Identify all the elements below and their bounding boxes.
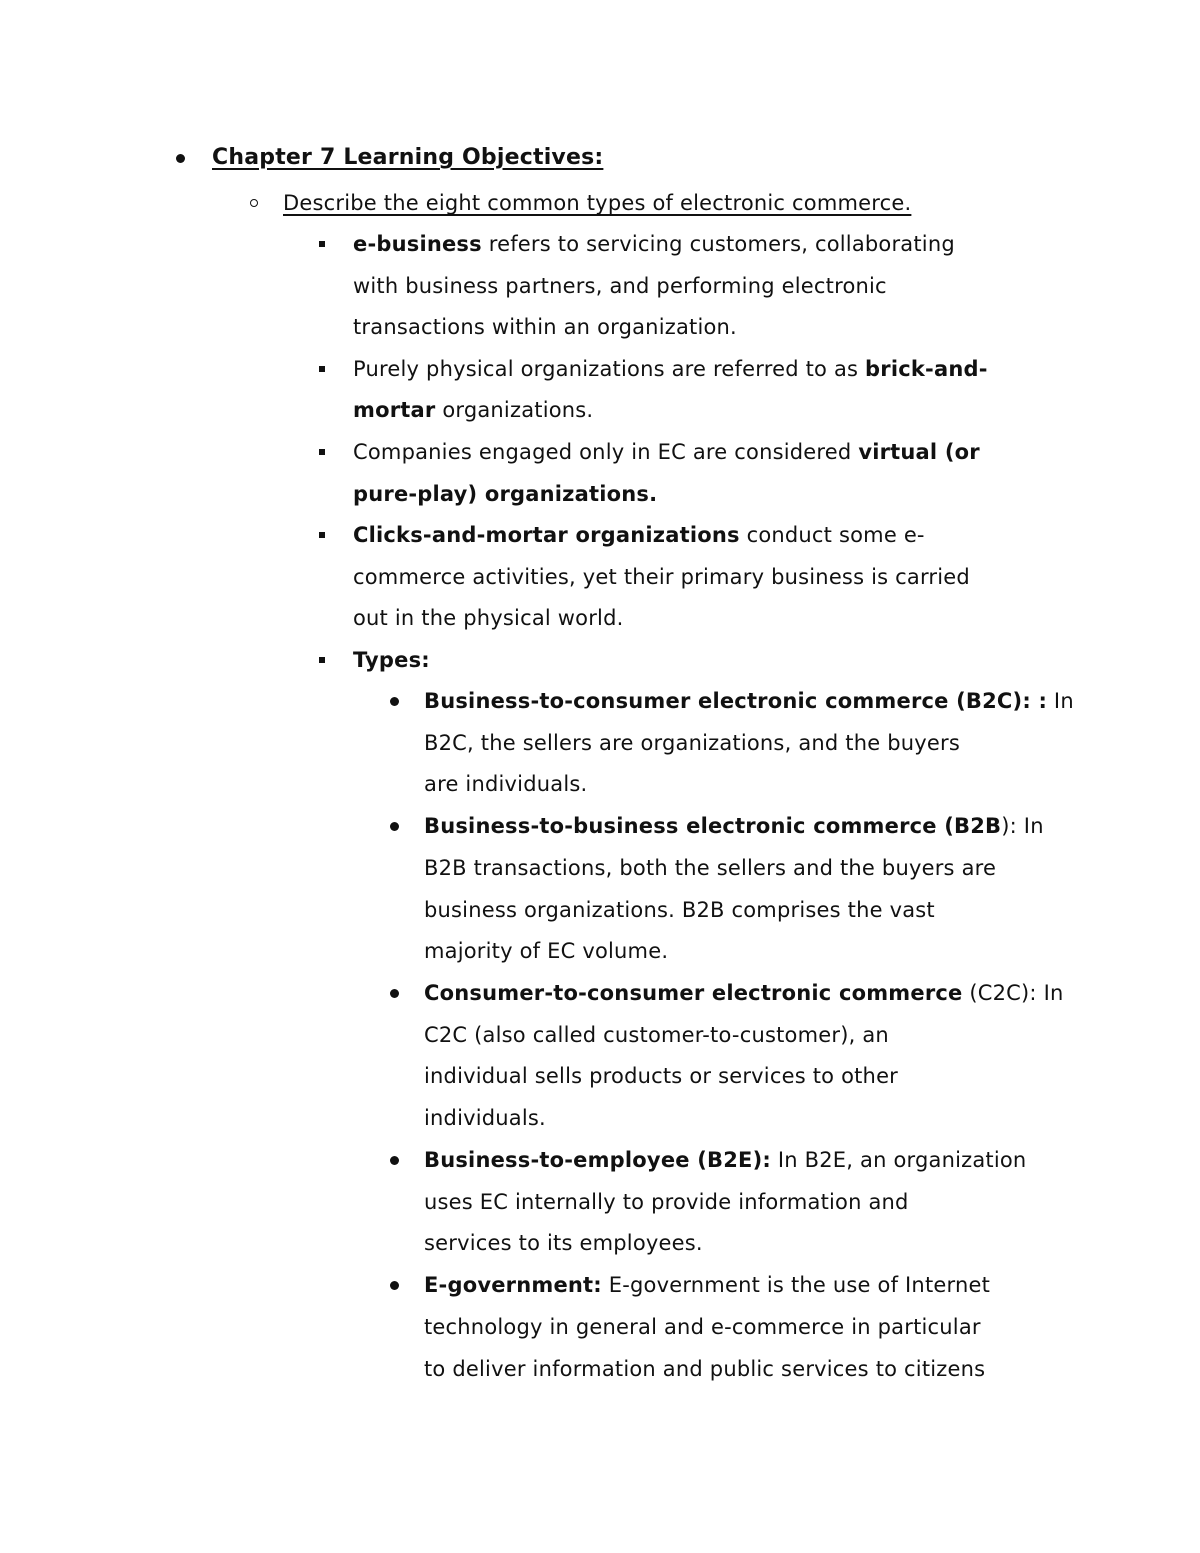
c2c-line-1 xyxy=(424,978,1064,1008)
b2b-line-4: majority of EC volume. xyxy=(424,939,669,963)
bullet-dot-icon xyxy=(390,1156,399,1165)
b2c-line-2: B2C, the sellers are organizations, and the buyers xyxy=(424,731,961,755)
clicks-term: Clicks-and-mortar organizations xyxy=(353,523,740,547)
bullet-dot-icon xyxy=(390,1281,399,1290)
clicks-line-1 xyxy=(353,520,925,550)
objective-text: Describe the eight common types of electronic commerce. xyxy=(283,191,912,215)
bullet-dot-icon xyxy=(390,989,399,998)
b2b-text: ): In xyxy=(1001,814,1044,838)
clicks-line-2: commerce activities, yet their primary business is carried xyxy=(353,565,970,589)
b2e-text: In B2E, an organization xyxy=(770,1148,1027,1172)
virtual-term: virtual (or xyxy=(858,440,980,464)
bullet-circle-icon xyxy=(250,199,258,207)
b2c-text: In xyxy=(1047,689,1074,713)
bullet-square-icon xyxy=(319,449,325,455)
bullet-square-icon xyxy=(319,532,325,538)
brick-term: brick-and- xyxy=(865,357,988,381)
brick-text-cont: organizations. xyxy=(435,398,594,422)
virtual-line-2: pure-play) organizations. xyxy=(353,482,658,506)
bullet-dot-icon xyxy=(390,697,399,706)
ebusiness-line-2: with business partners, and performing electronic xyxy=(353,274,887,298)
b2b-line-3: business organizations. B2B comprises the vast xyxy=(424,898,935,922)
bullet-square-icon xyxy=(319,366,325,372)
c2c-line-2: C2C (also called customer-to-customer), an xyxy=(424,1023,889,1047)
b2c-term: Business-to-consumer electronic commerce (B2C): : xyxy=(424,689,1048,713)
brick-text: Purely physical organizations are referred to as xyxy=(353,357,866,381)
b2c-line-1 xyxy=(424,686,1074,716)
egov-line-1 xyxy=(424,1270,990,1300)
clicks-line-3: out in the physical world. xyxy=(353,606,624,630)
b2e-term: Business-to-employee (B2E): xyxy=(424,1148,771,1172)
b2b-line-2: B2B transactions, both the sellers and the buyers are xyxy=(424,856,997,880)
brick-line-2 xyxy=(353,395,593,425)
bullet-dot-icon xyxy=(390,822,399,831)
b2e-line-2: uses EC internally to provide information and xyxy=(424,1190,909,1214)
virtual-text: Companies engaged only in EC are considered xyxy=(353,440,859,464)
virtual-line-1 xyxy=(353,437,980,467)
ebusiness-line-1 xyxy=(353,229,955,259)
types-label: Types: xyxy=(353,648,430,672)
egov-text: E-government is the use of Internet xyxy=(601,1273,991,1297)
ebusiness-text: refers to servicing customers, collaborating xyxy=(481,232,955,256)
ebusiness-term: e-business xyxy=(353,232,482,256)
egov-term: E-government: xyxy=(424,1273,602,1297)
bullet-square-icon xyxy=(319,241,325,247)
ebusiness-line-3: transactions within an organization. xyxy=(353,315,737,339)
b2c-line-3: are individuals. xyxy=(424,772,588,796)
c2c-text: (C2C): In xyxy=(962,981,1064,1005)
egov-line-3: to deliver information and public services to citizens xyxy=(424,1357,986,1381)
clicks-text: conduct some e- xyxy=(739,523,925,547)
b2b-term: Business-to-business electronic commerce (B2B xyxy=(424,814,1002,838)
bullet-dot-icon xyxy=(176,154,185,163)
b2b-line-1 xyxy=(424,811,1044,841)
brick-term-cont: mortar xyxy=(353,398,436,422)
b2e-line-1 xyxy=(424,1145,1026,1175)
bullet-square-icon xyxy=(319,657,325,663)
brick-line-1 xyxy=(353,354,988,384)
b2e-line-3: services to its employees. xyxy=(424,1231,703,1255)
chapter-heading: Chapter 7 Learning Objectives: xyxy=(212,145,604,170)
c2c-line-4: individuals. xyxy=(424,1106,546,1130)
c2c-line-3: individual sells products or services to other xyxy=(424,1064,899,1088)
c2c-term: Consumer-to-consumer electronic commerce xyxy=(424,981,963,1005)
egov-line-2: technology in general and e-commerce in particular xyxy=(424,1315,981,1339)
